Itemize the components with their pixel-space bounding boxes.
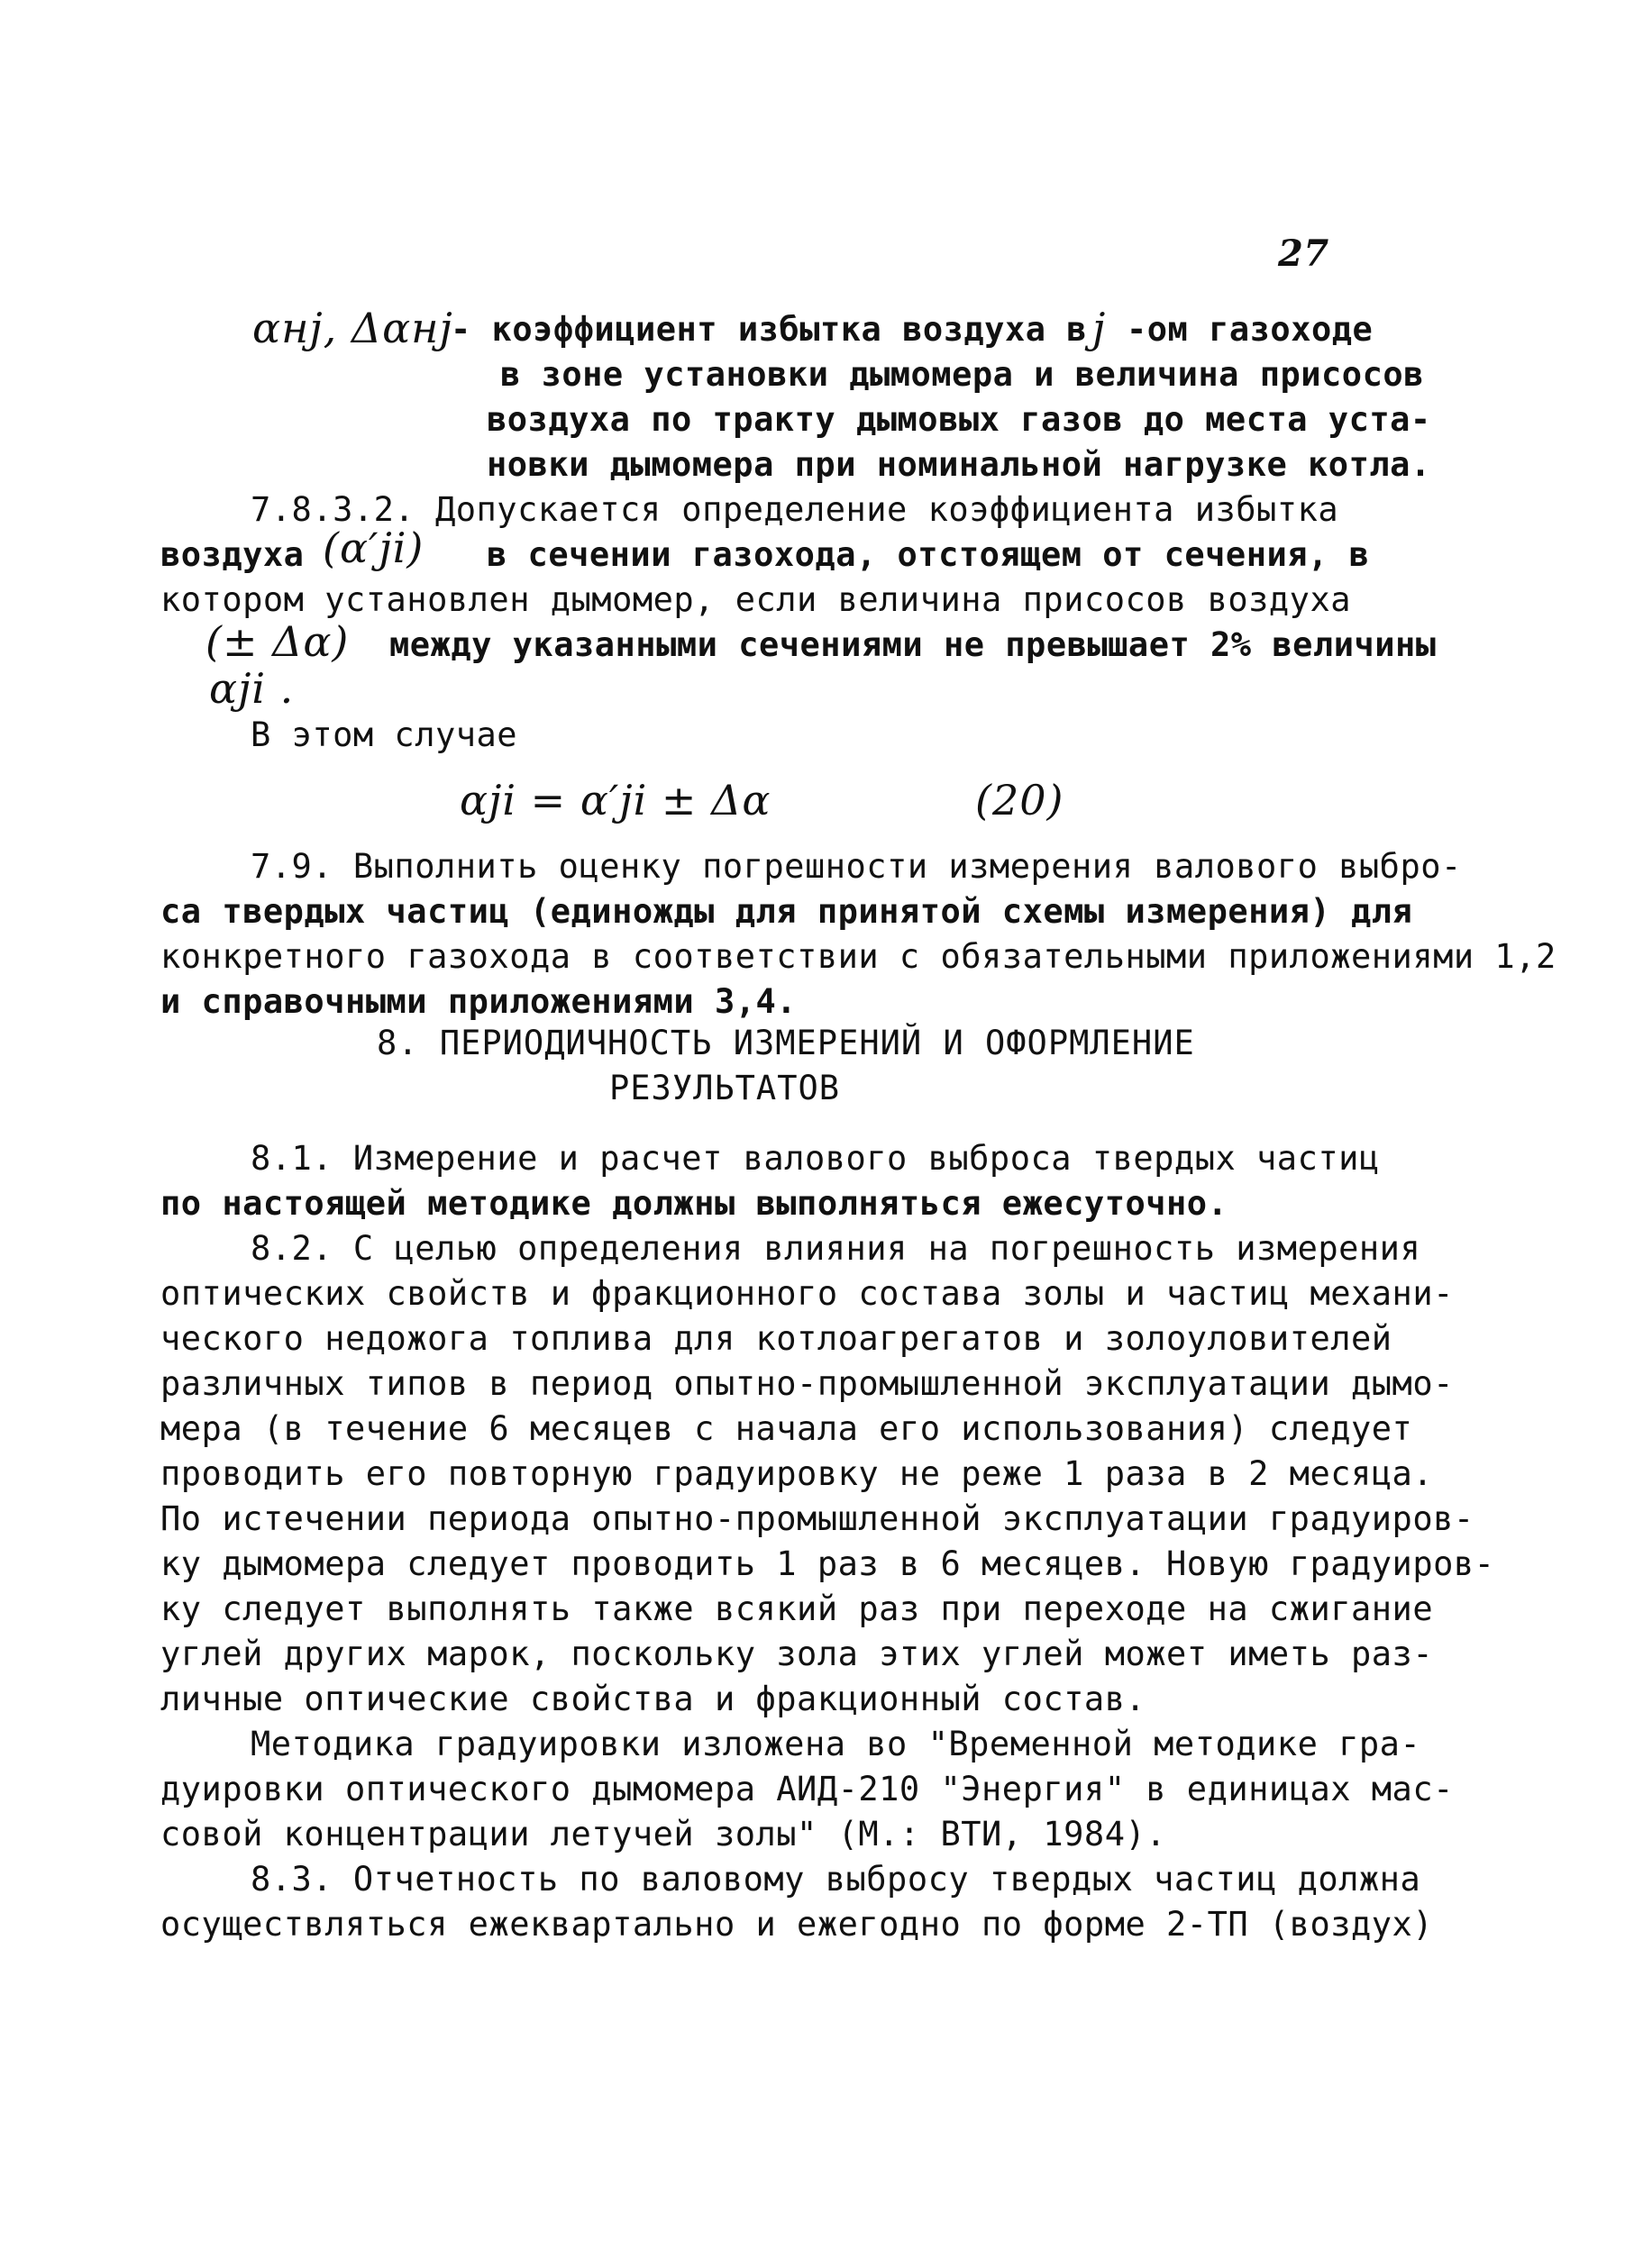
p7832-line-3: котором установлен дымомер, если величина присосов воздуха [160, 580, 1352, 619]
symbol-delta-alpha: (± Δα) [205, 617, 350, 666]
p82-line-4: различных типов в период опытно-промышленной эксплуатации дымо- [160, 1364, 1454, 1403]
p7832-line-4: между указанными сечениями не превышает 2% величины [389, 625, 1437, 664]
section-8-heading-line-2: РЕЗУЛЬТАТОВ [609, 1069, 841, 1107]
p83-line-2: осуществляться ежеквартально и ежегодно по форме 2-ТП (воздух) [160, 1905, 1434, 1944]
p82-line-2: оптических свойств и фракционного состава золы и частиц механи- [160, 1274, 1454, 1313]
formula-20: αji = α′ji ± Δα [460, 776, 771, 824]
definition-line-1b: -ом газоходе [1127, 310, 1374, 349]
p82-line-10: углей других марок, поскольку зола этих углей может иметь раз- [160, 1635, 1434, 1673]
p82-line-11: личные оптические свойства и фракционный состав. [160, 1680, 1146, 1718]
p81-line-2: по настоящей методике должны выполняться ежесуточно. [160, 1184, 1228, 1223]
definition-line-1: - коэффициент избытка воздуха в [451, 310, 1088, 349]
p81-line-1: 8.1. Измерение и расчет валового выброса твердых частиц [251, 1139, 1380, 1178]
p82-line-3: ческого недожога топлива для котлоагрегатов и золоуловителей [160, 1319, 1392, 1358]
p7832-line-2b: в сечении газохода, отстоящем от сечения, в [487, 535, 1370, 574]
page-number: 27 [1278, 232, 1329, 275]
method-line-1: Методика градуировки изложена во "Временной методике гра- [251, 1725, 1421, 1763]
p82-line-9: ку следует выполнять также всякий раз при переходе на сжигание [160, 1589, 1434, 1628]
p7832-line-2a: воздуха [160, 535, 305, 574]
p79-line-1: 7.9. Выполнить оценку погрешности измерения валового выбро- [251, 847, 1462, 886]
method-line-2: дуировки оптического дымомера АИД-210 "Энергия" в единицах мас- [160, 1770, 1454, 1808]
section-8-heading: 8. ПЕРИОДИЧНОСТЬ ИЗМЕРЕНИЙ И ОФОРМЛЕНИЕ [377, 1024, 1195, 1062]
method-line-3: совой концентрации летучей золы" (М.: ВТИ, 1984). [160, 1815, 1167, 1854]
p82-line-7: По истечении периода опытно-промышленной эксплуатации градуиров- [160, 1499, 1474, 1538]
definition-line-4: новки дымомера при номинальной нагрузке котла. [487, 445, 1431, 484]
symbol-alpha-nj: αнj, Δαнj [252, 304, 453, 352]
p82-line-1: 8.2. С целью определения влияния на погрешность измерения [251, 1229, 1421, 1268]
definition-line-2: в зоне установки дымомера и величина присосов [500, 355, 1424, 394]
symbol-j: j [1092, 304, 1107, 352]
p79-line-4: и справочными приложениями 3,4. [160, 982, 798, 1021]
p82-line-6: проводить его повторную градуировку не реже 1 раза в 2 месяца. [160, 1454, 1434, 1493]
p79-line-2: са твердых частиц (единожды для принятой схемы измерения) для [160, 892, 1413, 931]
p79-line-3: конкретного газохода в соответствии с обязательными приложениями 1,2 [160, 937, 1557, 976]
symbol-alpha-prime: (α′ji) [323, 524, 425, 572]
p83-line-1: 8.3. Отчетность по валовому выбросу твердых частиц должна [251, 1860, 1421, 1899]
formula-number: (20) [975, 776, 1064, 824]
p7832-line-1: 7.8.3.2. Допускается определение коэффициента избытка [251, 490, 1339, 529]
p82-line-8: ку дымомера следует проводить 1 раз в 6 месяцев. Новую градуиров- [160, 1544, 1495, 1583]
p7832-line-6: В этом случае [251, 715, 518, 754]
symbol-alpha-ji: αji . [209, 664, 295, 713]
definition-line-3: воздуха по тракту дымовых газов до места уста- [487, 400, 1431, 439]
p82-line-5: мера (в течение 6 месяцев с начала его использования) следует [160, 1409, 1413, 1448]
